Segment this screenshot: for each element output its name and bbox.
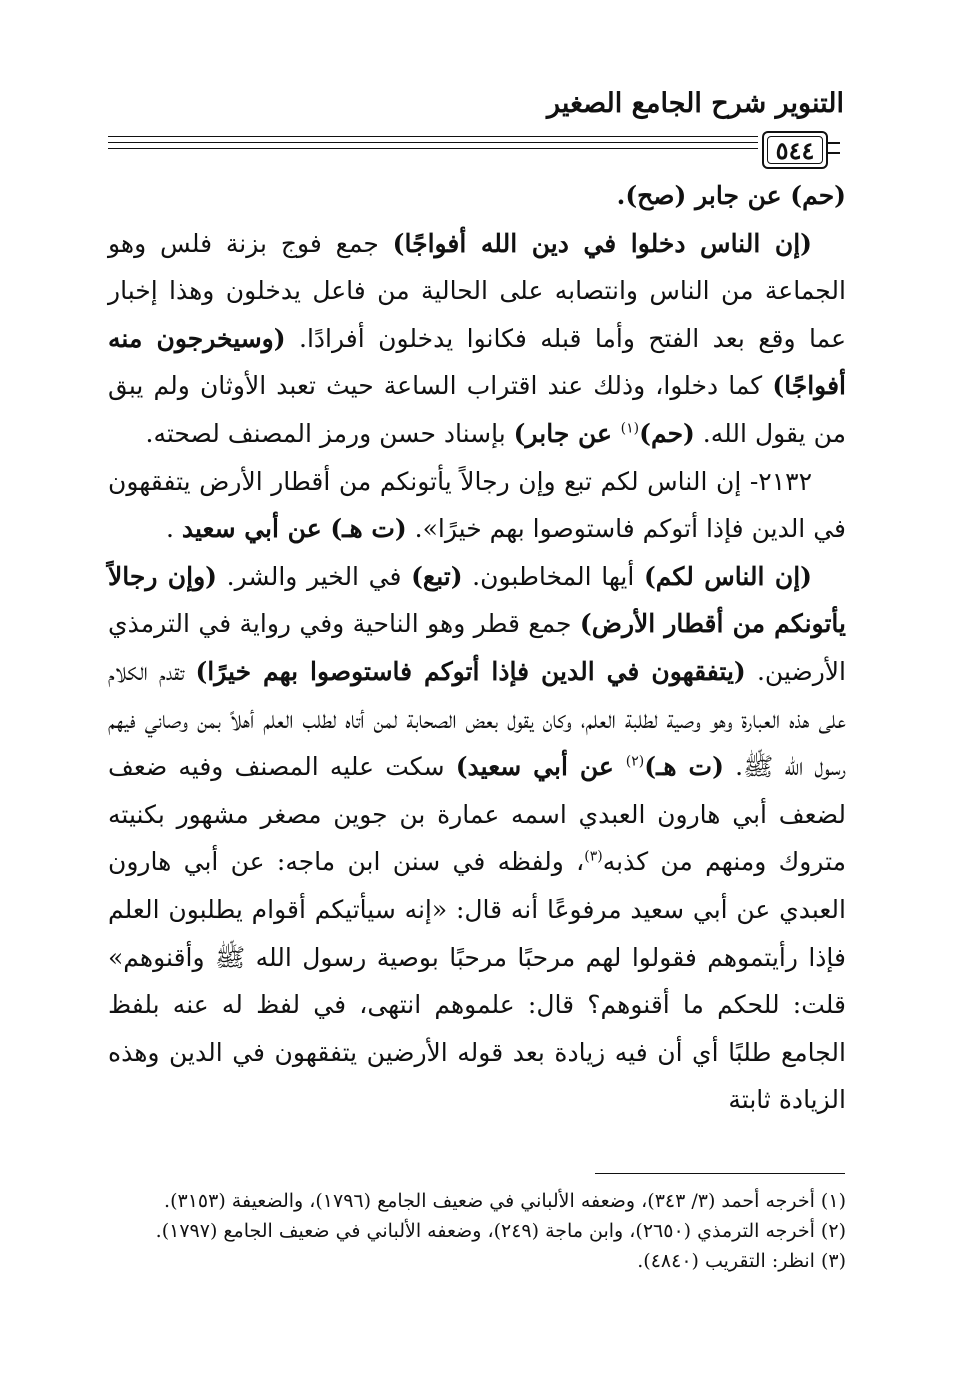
p4-bold-6: عن أبي سعيد) <box>455 752 626 782</box>
page-number-box <box>762 131 828 169</box>
p4-text-6: ، ولفظه في سنن ابن ماجه: عن أبي هارون العبدي عن أبي سعيد مرفوعًا أنه قال: «إنه سيأتيكم أقوام يطلبون العلم فإذا رأيتموهم فقولوا لهم مرحبًا مرحبًا بوصية رسول الله ﷺ وأقنوهم» قلت: للحكم ما أقنوهم؟ قال: علموهم انتهى، في لفظ له عنه بلفظ الجامع طلبًا أي أن فيه زيادة بعد قوله الأرضين يتفقهون في الدين وهذه الزيادة ثابتة <box>108 847 846 1115</box>
p4-bold-3: (وإن رجالاً يأتونكم من أقطار الأرض) <box>108 561 846 639</box>
paragraph-2 <box>108 220 846 458</box>
page-number-tick-1 <box>828 142 840 144</box>
running-title: التنوير شرح الجامع الصغير <box>547 88 844 119</box>
page-number-box-inner <box>767 136 823 164</box>
p2-bold-2: (وسيخرجون منه أفواجًا) <box>108 323 846 401</box>
p4-text-3: جمع قطر وهو الناحية وفي رواية في الترمذي الأرضين. <box>108 609 846 686</box>
p3-text-2: . <box>165 514 182 544</box>
p4-bold-5: (ت هـ) <box>644 752 724 782</box>
paragraph-hadith-2132 <box>108 458 846 553</box>
p2-bold-3: (حم) <box>639 418 695 448</box>
p4-bold-4: (يتفقهون في الدين فإذا أتوكم فاستوصوا بهم خيرًا) <box>195 656 746 686</box>
page-number-tick-2 <box>828 152 840 154</box>
p2-text-2: كما دخلوا، وذلك عند اقتراب الساعة حيث تعبد الأوثان ولم يبق من يقول الله. <box>108 371 846 448</box>
header-rule-3 <box>108 148 758 149</box>
p4-bold-2: (تبع) <box>411 561 463 591</box>
main-text <box>108 172 846 1124</box>
footnote-1: (١) أخرجه أحمد (٣/ ٣٤٣)، وضعفه الألباني في ضعيف الجامع (١٧٩٦)، والضعيفة (٣١٥٣). <box>164 1190 846 1212</box>
footnote-ref-2[interactable]: (٢) <box>625 753 645 770</box>
p2-text-1: جمع فوج بزنة فلس وهو الجماعة من الناس وانتصابه على الحالية من فاعل يدخلون وهذا إخبار عما وقع بعد الفتح وأما قبله فكانوا يدخلون أفرادًا. <box>108 228 846 353</box>
p4-text-1: أيها المخاطبون. <box>462 561 644 591</box>
footnote-ref-3[interactable]: (٣) <box>584 848 603 865</box>
p4-text-5: سكت عليه المصنف وفيه ضعف لضعف أبي هارون العبدي اسمه عمارة بن جوين مصغر مشهور بكنيته متروك ومنهم من كذبه <box>108 752 847 877</box>
header-rule-1 <box>108 136 758 137</box>
header-rule-2 <box>108 142 758 143</box>
footnote-3: (٣) انظر: التقريب (٤٨٤٠). <box>637 1250 846 1272</box>
page-number: ٥٤٤ <box>775 135 815 165</box>
footnote-2: (٢) أخرجه الترمذي (٢٦٥٠)، وابن ماجة (٢٤٩)، وضعفه الألباني في ضعيف الجامع (١٧٩٧). <box>155 1220 846 1242</box>
footnote-separator <box>595 1173 845 1174</box>
p2-text-3: بإسناد حسن ورمز المصنف لصحته. <box>145 418 514 448</box>
p2-bold-1: (إن الناس دخلوا في دين الله أفواجًا) <box>392 228 812 258</box>
p2-bold-4: عن جابر) <box>513 418 621 448</box>
paragraph-1: (حم) عن جابر (صح). <box>616 181 846 210</box>
p3-text-1: ٢١٣٢- إن الناس لكم تبع وإن رجالاً يأتونكم من أقطار الأرض يتفقهون في الدين فإذا أتوكم فاستوصوا بهم خيرًا». <box>108 466 846 544</box>
p4-bold-1: (إن الناس لكم) <box>643 561 812 591</box>
p4-text-2: في الخير والشر. <box>217 561 412 591</box>
p3-bold-1: (ت هـ) عن أبي سعيد <box>181 514 407 544</box>
p4-text-4: تقدم الكلام على هذه العبارة وهو وصية لطلبة العلم، وكان يقول بعض الصحابة لمن أتاه لطلب العلم أهلاً بمن وصاني فيهم رسول الله ﷺ. <box>108 656 846 782</box>
footnote-ref-1[interactable]: (١) <box>620 420 640 437</box>
paragraph-commentary <box>108 553 846 1124</box>
footnotes <box>108 1186 846 1276</box>
